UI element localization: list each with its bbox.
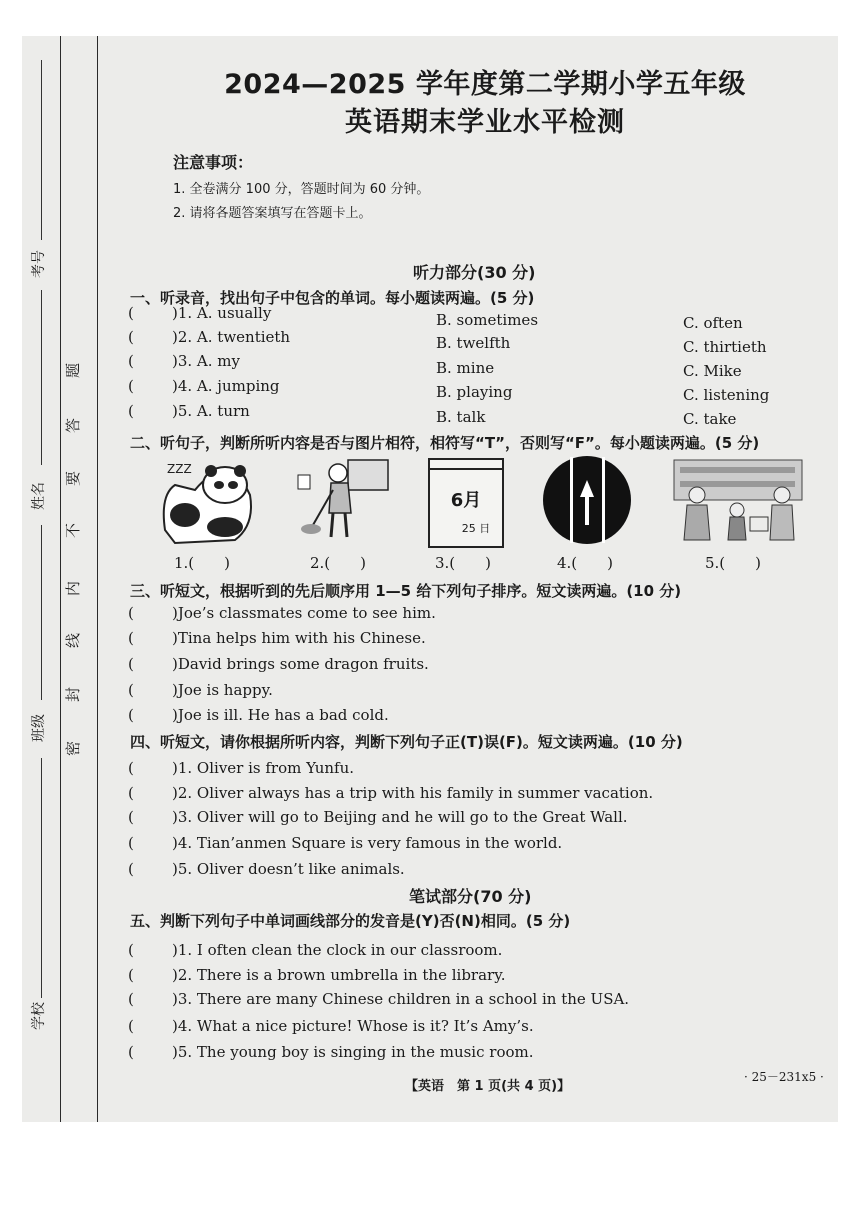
binding-line-outer <box>60 36 61 1122</box>
seal-char: 题 <box>64 362 83 379</box>
question-text: )Joe’s classmates come to see him. <box>172 604 436 622</box>
question-text: )5. Oliver doesn’t like animals. <box>172 860 405 878</box>
question-text: )5. A. turn <box>172 402 250 420</box>
option-c: C. listening <box>683 386 770 404</box>
section-3-heading: 三、听短文，根据听到的先后顺序用 1—5 给下列句子排序。短文读两遍。(10 分) <box>130 582 682 600</box>
option-c: C. Mike <box>683 362 742 380</box>
page-footer: 【英语 第 1 页(共 4 页)】 <box>405 1079 571 1094</box>
listening-heading: 听力部分(30 分) <box>413 263 536 282</box>
question-row: ( )1. I often clean the clock in our classroom. <box>128 941 503 959</box>
question-row: ( )1. A. usually <box>128 304 272 322</box>
question-row: ( )4. What a nice picture! Whose is it? It’s Amy’s. <box>128 1017 534 1035</box>
field-line-class <box>41 525 42 700</box>
one-way-sign-picture <box>540 455 635 545</box>
question-text: )1. A. usually <box>172 304 272 322</box>
seal-char: 密 <box>64 740 83 757</box>
exam-title-line2: 英语期末学业水平检测 <box>345 107 625 138</box>
exam-title-line1: 2024—2025 学年度第二学期小学五年级 <box>224 69 746 100</box>
question-row: ( )5. Oliver doesn’t like animals. <box>128 860 405 878</box>
svg-text:ZZZ: ZZZ <box>167 462 192 476</box>
section-1-heading: 一、听录音，找出句子中包含的单词。每小题读两遍。(5 分) <box>130 289 535 307</box>
binding-line-inner <box>97 36 98 1122</box>
exam-paper <box>22 36 838 1122</box>
notice-item: 1. 全卷满分 100 分，答题时间为 60 分钟。 <box>173 182 430 197</box>
seal-char: 不 <box>64 522 83 539</box>
calendar-picture <box>428 458 504 548</box>
calendar-month: 6月 <box>450 490 482 511</box>
question-text: )1. I often clean the clock in our classroom. <box>172 941 503 959</box>
question-text: )2. Oliver always has a trip with his family in summer vacation. <box>172 784 654 802</box>
notice-item: 2. 请将各题答案填写在答题卡上。 <box>173 206 372 221</box>
question-row: ( )Tina helps him with his Chinese. <box>128 629 426 647</box>
option-c: C. thirtieth <box>683 338 767 356</box>
answer-blank[interactable]: 4.( ) <box>557 554 614 572</box>
question-row: ( )5. The young boy is singing in the music room. <box>128 1043 534 1061</box>
answer-blank[interactable]: 1.( ) <box>174 554 231 572</box>
question-row: ( )3. A. my <box>128 352 240 370</box>
answer-blank[interactable]: 2.( ) <box>310 554 367 572</box>
field-name: 姓名 <box>31 482 47 510</box>
option-b: B. twelfth <box>436 334 511 352</box>
question-text: )4. Tian’anmen Square is very famous in the world. <box>172 834 563 852</box>
option-b: B. playing <box>436 383 513 401</box>
question-text: )4. What a nice picture! Whose is it? It’s Amy’s. <box>172 1017 534 1035</box>
question-text: )2. There is a brown umbrella in the library. <box>172 966 506 984</box>
question-row: ( )2. Oliver always has a trip with his family in summer vacation. <box>128 784 654 802</box>
answer-blank[interactable]: 5.( ) <box>705 554 762 572</box>
question-row: ( )Joe is ill. He has a bad cold. <box>128 706 389 724</box>
field-class: 班级 <box>31 714 47 742</box>
writing-heading: 笔试部分(70 分) <box>409 887 532 906</box>
section-4-heading: 四、听短文，请你根据所听内容，判断下列句子正(T)误(F)。短文读两遍。(10 分) <box>130 733 683 751</box>
supermarket-family-picture <box>672 455 804 545</box>
field-school: 学校 <box>31 1002 47 1030</box>
question-text: )3. A. my <box>172 352 240 370</box>
question-row: ( )3. There are many Chinese children in a school in the USA. <box>128 990 630 1008</box>
question-text: )3. Oliver will go to Beijing and he will go to the Great Wall. <box>172 808 628 826</box>
seal-char: 封 <box>64 686 83 703</box>
sleeping-panda-picture <box>155 455 260 545</box>
question-row: ( )Joe’s classmates come to see him. <box>128 604 436 622</box>
question-text: )Joe is ill. He has a bad cold. <box>172 706 389 724</box>
field-line-name <box>41 290 42 465</box>
question-text: )Joe is happy. <box>172 681 273 699</box>
section-5-heading: 五、判断下列句子中单词画线部分的发音是(Y)否(N)相同。(5 分) <box>130 912 571 930</box>
question-text: )1. Oliver is from Yunfu. <box>172 759 355 777</box>
calendar-day: 25 日 <box>461 522 491 535</box>
question-text: )5. The young boy is singing in the music room. <box>172 1043 534 1061</box>
section-2-heading: 二、听句子，判断所听内容是否与图片相符，相符写“T”，否则写“F”。每小题读两遍。(5 分) <box>130 434 760 452</box>
field-line-school <box>41 758 42 998</box>
question-row: ( )2. A. twentieth <box>128 328 291 346</box>
question-text: )David brings some dragon fruits. <box>172 655 429 673</box>
option-b: B. mine <box>436 359 495 377</box>
question-row: ( )3. Oliver will go to Beijing and he will go to the Great Wall. <box>128 808 628 826</box>
question-row: ( )2. There is a brown umbrella in the library. <box>128 966 506 984</box>
field-exam-no: 考号 <box>31 250 47 278</box>
option-c: C. often <box>683 314 743 332</box>
answer-blank[interactable]: 3.( ) <box>435 554 492 572</box>
question-row: ( )4. Tian’anmen Square is very famous in the world. <box>128 834 563 852</box>
question-text: )3. There are many Chinese children in a school in the USA. <box>172 990 630 1008</box>
option-b: B. talk <box>436 408 486 426</box>
boy-sweeping-picture <box>293 455 393 545</box>
seal-char: 要 <box>64 470 83 487</box>
question-row: ( )5. A. turn <box>128 402 250 420</box>
option-c: C. take <box>683 410 737 428</box>
seal-char: 内 <box>64 580 83 597</box>
question-row: ( )1. Oliver is from Yunfu. <box>128 759 355 777</box>
question-row: ( )David brings some dragon fruits. <box>128 655 429 673</box>
paper-code: · 25－231x5 · <box>744 1070 824 1084</box>
question-row: ( )Joe is happy. <box>128 681 273 699</box>
question-text: )Tina helps him with his Chinese. <box>172 629 426 647</box>
option-b: B. sometimes <box>436 311 539 329</box>
question-text: )4. A. jumping <box>172 377 280 395</box>
question-row: ( )4. A. jumping <box>128 377 280 395</box>
notice-heading: 注意事项： <box>173 153 254 172</box>
seal-char: 答 <box>64 417 83 434</box>
question-text: )2. A. twentieth <box>172 328 291 346</box>
seal-char: 线 <box>64 632 83 649</box>
